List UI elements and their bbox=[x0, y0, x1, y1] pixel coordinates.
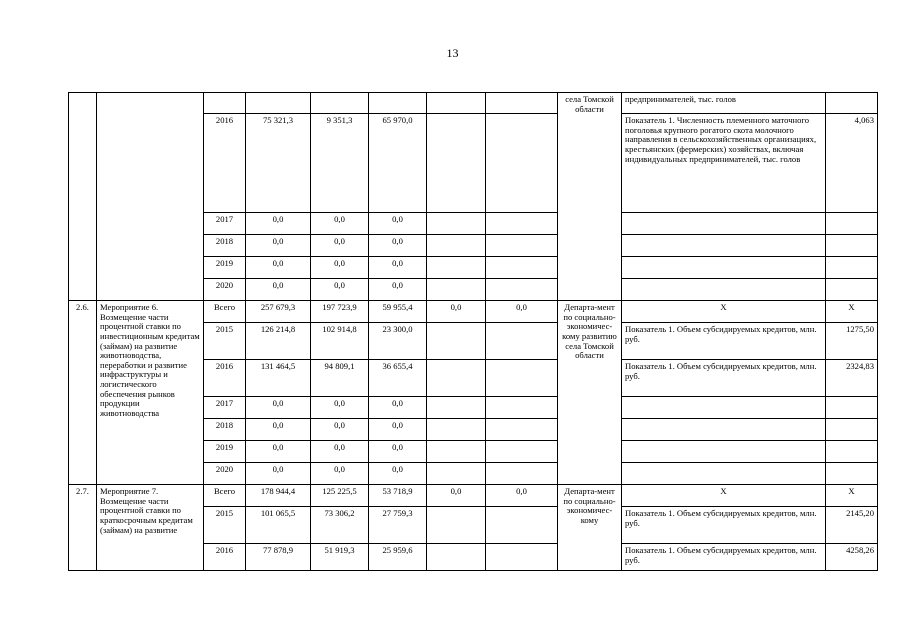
total-cell: 0,0 bbox=[246, 257, 311, 279]
regional-budget-cell: 0,0 bbox=[369, 419, 427, 441]
year-cell: 2015 bbox=[204, 323, 246, 360]
local-budget-cell bbox=[427, 507, 486, 544]
local-budget-cell bbox=[427, 279, 486, 301]
indicator-value-cell bbox=[826, 397, 878, 419]
other-sources-cell bbox=[486, 93, 558, 114]
local-budget-cell bbox=[427, 93, 486, 114]
federal-budget-cell: 125 225,5 bbox=[311, 485, 369, 507]
measure-number-cell bbox=[69, 93, 97, 301]
measure-name-cell: Мероприятие 7. Возмещение части процентной ставки по краткосрочным кредитам (займам) на развитие bbox=[97, 485, 204, 571]
total-cell: 0,0 bbox=[246, 397, 311, 419]
total-cell: 0,0 bbox=[246, 463, 311, 485]
indicator-cell bbox=[622, 279, 826, 301]
year-cell: Всего bbox=[204, 485, 246, 507]
total-cell: 0,0 bbox=[246, 441, 311, 463]
other-sources-cell bbox=[486, 235, 558, 257]
local-budget-cell: 0,0 bbox=[427, 485, 486, 507]
year-cell: 2018 bbox=[204, 419, 246, 441]
other-sources-cell bbox=[486, 213, 558, 235]
indicator-cell: X bbox=[622, 485, 826, 507]
federal-budget-cell: 9 351,3 bbox=[311, 114, 369, 213]
other-sources-cell bbox=[486, 279, 558, 301]
indicator-cell: Показатель 1. Объем субсидируемых кредитов, млн. руб. bbox=[622, 507, 826, 544]
year-cell: 2016 bbox=[204, 360, 246, 397]
regional-budget-cell: 0,0 bbox=[369, 279, 427, 301]
total-cell: 0,0 bbox=[246, 279, 311, 301]
regional-budget-cell: 27 759,3 bbox=[369, 507, 427, 544]
regional-budget-cell: 23 300,0 bbox=[369, 323, 427, 360]
executor-cell: села Томской области bbox=[558, 93, 622, 301]
total-cell bbox=[246, 93, 311, 114]
year-cell: 2016 bbox=[204, 544, 246, 571]
total-cell: 178 944,4 bbox=[246, 485, 311, 507]
indicator-cell: Показатель 1. Численность племенного маточного поголовья крупного рогатого скота молочного направления в сельскохозяйственных организациях, крестьянских (фермерских) хозяйствах, включая индивидуальных предпринимателей, тыс. голов bbox=[622, 114, 826, 213]
regional-budget-cell: 65 970,0 bbox=[369, 114, 427, 213]
indicator-cell bbox=[622, 235, 826, 257]
indicator-cell: предпринимателей, тыс. голов bbox=[622, 93, 826, 114]
other-sources-cell bbox=[486, 360, 558, 397]
year-cell bbox=[204, 93, 246, 114]
measure-number-cell: 2.7. bbox=[69, 485, 97, 571]
measure-number-cell: 2.6. bbox=[69, 301, 97, 485]
other-sources-cell bbox=[486, 463, 558, 485]
indicator-value-cell bbox=[826, 279, 878, 301]
indicator-value-cell: X bbox=[826, 485, 878, 507]
other-sources-cell bbox=[486, 397, 558, 419]
regional-budget-cell: 53 718,9 bbox=[369, 485, 427, 507]
regional-budget-cell bbox=[369, 93, 427, 114]
year-cell: 2020 bbox=[204, 279, 246, 301]
federal-budget-cell: 0,0 bbox=[311, 279, 369, 301]
other-sources-cell: 0,0 bbox=[486, 485, 558, 507]
federal-budget-cell: 0,0 bbox=[311, 463, 369, 485]
indicator-value-cell bbox=[826, 257, 878, 279]
indicator-value-cell: 2324,83 bbox=[826, 360, 878, 397]
local-budget-cell bbox=[427, 213, 486, 235]
total-cell: 0,0 bbox=[246, 419, 311, 441]
other-sources-cell bbox=[486, 257, 558, 279]
year-cell: Всего bbox=[204, 301, 246, 323]
local-budget-cell bbox=[427, 544, 486, 571]
indicator-cell bbox=[622, 441, 826, 463]
table-row bbox=[69, 301, 878, 323]
regional-budget-cell: 59 955,4 bbox=[369, 301, 427, 323]
total-cell: 131 464,5 bbox=[246, 360, 311, 397]
other-sources-cell: 0,0 bbox=[486, 301, 558, 323]
federal-budget-cell: 0,0 bbox=[311, 235, 369, 257]
year-cell: 2016 bbox=[204, 114, 246, 213]
regional-budget-cell: 36 655,4 bbox=[369, 360, 427, 397]
regional-budget-cell: 0,0 bbox=[369, 257, 427, 279]
indicator-cell: Показатель 1. Объем субсидируемых кредитов, млн. руб. bbox=[622, 360, 826, 397]
local-budget-cell bbox=[427, 114, 486, 213]
year-cell: 2015 bbox=[204, 507, 246, 544]
federal-budget-cell: 51 919,3 bbox=[311, 544, 369, 571]
local-budget-cell bbox=[427, 323, 486, 360]
indicator-cell bbox=[622, 213, 826, 235]
federal-budget-cell: 0,0 bbox=[311, 213, 369, 235]
regional-budget-cell: 0,0 bbox=[369, 441, 427, 463]
indicator-cell bbox=[622, 419, 826, 441]
indicator-value-cell: 1275,50 bbox=[826, 323, 878, 360]
regional-budget-cell: 0,0 bbox=[369, 397, 427, 419]
year-cell: 2020 bbox=[204, 463, 246, 485]
indicator-cell bbox=[622, 463, 826, 485]
other-sources-cell bbox=[486, 419, 558, 441]
federal-budget-cell: 0,0 bbox=[311, 419, 369, 441]
table-row bbox=[69, 93, 878, 114]
other-sources-cell bbox=[486, 323, 558, 360]
total-cell: 126 214,8 bbox=[246, 323, 311, 360]
measure-name-cell bbox=[97, 93, 204, 301]
indicator-cell bbox=[622, 257, 826, 279]
federal-budget-cell: 102 914,8 bbox=[311, 323, 369, 360]
federal-budget-cell: 94 809,1 bbox=[311, 360, 369, 397]
year-cell: 2018 bbox=[204, 235, 246, 257]
regional-budget-cell: 0,0 bbox=[369, 235, 427, 257]
indicator-value-cell bbox=[826, 93, 878, 114]
federal-budget-cell: 0,0 bbox=[311, 397, 369, 419]
local-budget-cell bbox=[427, 463, 486, 485]
table-row bbox=[69, 485, 878, 507]
federal-budget-cell: 0,0 bbox=[311, 257, 369, 279]
total-cell: 0,0 bbox=[246, 235, 311, 257]
local-budget-cell bbox=[427, 257, 486, 279]
federal-budget-cell: 0,0 bbox=[311, 441, 369, 463]
indicator-cell: X bbox=[622, 301, 826, 323]
total-cell: 0,0 bbox=[246, 213, 311, 235]
indicator-cell: Показатель 1. Объем субсидируемых кредитов, млн. руб. bbox=[622, 544, 826, 571]
total-cell: 77 878,9 bbox=[246, 544, 311, 571]
measure-name-cell: Мероприятие 6. Возмещение части процентной ставки по инвестиционным кредитам (займам) на развитие животноводства, переработки и развитие инфраструктуры и логистического обеспечения рынков продукции животноводства bbox=[97, 301, 204, 485]
executor-cell: Департа-мент по социально-экономичес-кому развитию села Томской области bbox=[558, 301, 622, 485]
indicator-value-cell: 4,063 bbox=[826, 114, 878, 213]
indicator-value-cell bbox=[826, 441, 878, 463]
indicator-value-cell: 4258,26 bbox=[826, 544, 878, 571]
federal-budget-cell: 197 723,9 bbox=[311, 301, 369, 323]
other-sources-cell bbox=[486, 507, 558, 544]
page-number: 13 bbox=[446, 46, 459, 60]
total-cell: 257 679,3 bbox=[246, 301, 311, 323]
indicator-value-cell bbox=[826, 463, 878, 485]
year-cell: 2017 bbox=[204, 213, 246, 235]
regional-budget-cell: 25 959,6 bbox=[369, 544, 427, 571]
total-cell: 75 321,3 bbox=[246, 114, 311, 213]
year-cell: 2019 bbox=[204, 257, 246, 279]
other-sources-cell bbox=[486, 114, 558, 213]
total-cell: 101 065,5 bbox=[246, 507, 311, 544]
indicator-value-cell bbox=[826, 419, 878, 441]
local-budget-cell bbox=[427, 419, 486, 441]
indicator-value-cell bbox=[826, 213, 878, 235]
federal-budget-cell: 73 306,2 bbox=[311, 507, 369, 544]
indicator-value-cell: 2145,20 bbox=[826, 507, 878, 544]
indicator-value-cell bbox=[826, 235, 878, 257]
local-budget-cell bbox=[427, 397, 486, 419]
local-budget-cell: 0,0 bbox=[427, 301, 486, 323]
local-budget-cell bbox=[427, 235, 486, 257]
other-sources-cell bbox=[486, 441, 558, 463]
year-cell: 2019 bbox=[204, 441, 246, 463]
federal-budget-cell bbox=[311, 93, 369, 114]
indicator-cell bbox=[622, 397, 826, 419]
year-cell: 2017 bbox=[204, 397, 246, 419]
local-budget-cell bbox=[427, 360, 486, 397]
indicator-cell: Показатель 1. Объем субсидируемых кредитов, млн. руб. bbox=[622, 323, 826, 360]
local-budget-cell bbox=[427, 441, 486, 463]
other-sources-cell bbox=[486, 544, 558, 571]
executor-cell: Департа-мент по социально-экономичес-кому bbox=[558, 485, 622, 571]
regional-budget-cell: 0,0 bbox=[369, 213, 427, 235]
indicator-value-cell: X bbox=[826, 301, 878, 323]
program-measures-table bbox=[68, 92, 878, 571]
regional-budget-cell: 0,0 bbox=[369, 463, 427, 485]
